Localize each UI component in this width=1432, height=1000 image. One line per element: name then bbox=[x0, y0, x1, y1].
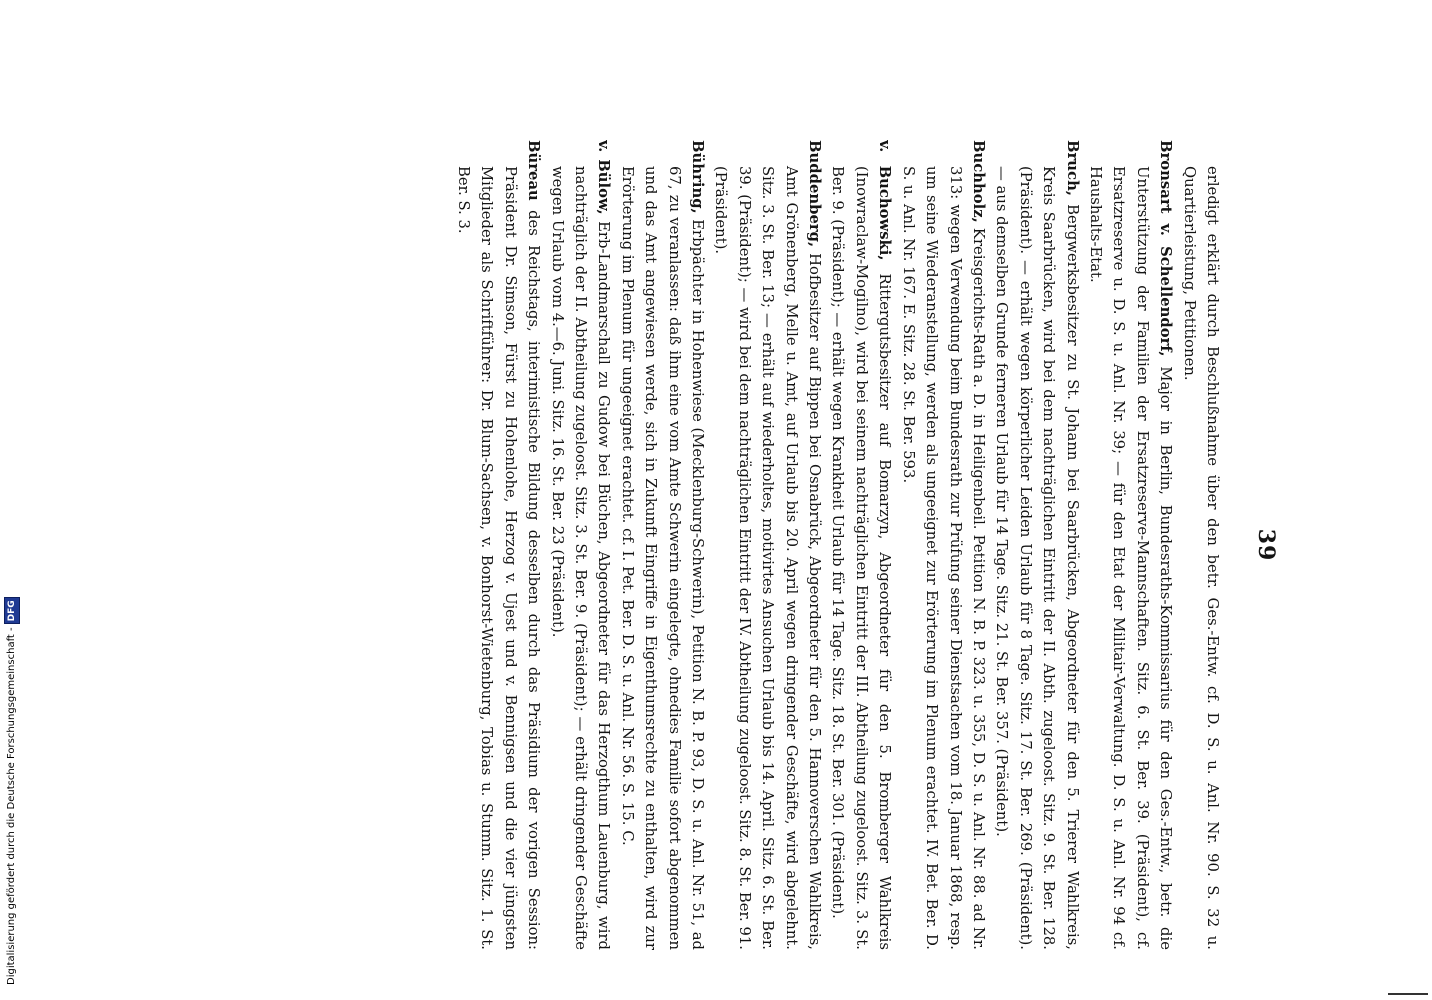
entry-text: Bergwerksbesitzer zu St. Johann bei Saarbrücken, Abgeordneter für den 5. Trierer Wahlkreis, Kreis Saarbrücken, wird bei dem nachträglichen Eintritt der II. Abth. zugeloost. Sitz. 9. St. Ber. 128. (Präsident). — erhält wegen körperlicher Leiden Urlaub für 8 Tage. Sitz. 17. St. Ber. 269. (Präsident). — aus demselben Grunde ferneren Urlaub für 14 Tage. Sitz. 21. St. Ber. 357. (Präsident). bbox=[993, 166, 1081, 950]
rotated-page bbox=[120, 140, 1280, 950]
entry-name: v. Bülow, bbox=[595, 140, 613, 215]
entry-text: Erb-Landmarschall zu Gudow bei Büchen, Abgeordneter für das Herzogthum Lauenburg, wird nachträglich der II. Abtheilung zugeloost. Sitz. 3. St. Ber. 9. (Präsident); — erhält dringender Geschäfte wegen Urlaub vom 4.—6. Juni. Sitz. 16. St. Ber. 23 (Präsident). bbox=[548, 166, 613, 950]
scan-edge-mark bbox=[1388, 993, 1428, 999]
entry-text: Hofbesitzer auf Bippen bei Osnabrück, Abgeordneter für den 5. Hannoverschen Wahlkreis, Amt Grönenberg, Melle u. Amt, auf Urlaub bis 20. April wegen dringender Geschäfte, wird abgelehnt. Sitz. 3. St. Ber. 13; — erhält auf wiederholtes, motivirtes Ansuchen Urlaub bis 14. April. Sitz. 6. St. Ber. 39. (Präsident); — wird bei dem nachträglichen Eintritt der IV. Abtheilung zugeloost. Sitz. 8. St. Ber. 91. (Präsident). bbox=[712, 166, 824, 950]
index-entry bbox=[1177, 140, 1224, 950]
entry-name: Bronsart v. Schellendorf, bbox=[1157, 140, 1175, 357]
entry-name: Buddenberg, bbox=[806, 140, 824, 248]
entry-name: Bühring, bbox=[689, 140, 707, 214]
index-entry bbox=[1084, 140, 1178, 950]
entry-text: des Reichstags, interimistische Bildung desselben durch das Präsidium der vorigen Session: Präsident Dr. Simson, Fürst zu Hohenlohe, Herzog v. Ujest und v. Bennigsen und die vier jüngsten Mitglieder als Schriftführer: Dr. Blum-Sachsen, v. Bonhorst-Wietenburg, Tobias u. Stumm. Sitz. 1. St. Ber. S. 3. bbox=[455, 166, 543, 950]
entry-text: Rittergutsbesitzer auf Bomarzyn, Abgeordneter für den 5. Bromberger Wahlkreis (Inowraclaw-Mogilno), wird bei seinem nachträglichen Eintritt der III. Abtheilung zugeloost. Sitz. 3. St. Ber. 9. (Präsident); — erhält wegen Krankheit Urlaub für 14 Tage. Sitz. 18. St. Ber. 301. (Präsident). bbox=[829, 166, 894, 950]
entry-name: v. Buchowski, bbox=[876, 140, 894, 261]
index-entry bbox=[615, 140, 709, 950]
entry-text: Major in Berlin, Bundesraths-Kommissarius für den Ges.-Entw., betr. die Unterstützung der Familien der Ersatzreserve-Mannschaften. Sitz. 6. St. Ber. 39. (Präsident), cf. Ersatzreserve u. D. S. u. Anl. Nr. 39; — für den Etat der Militair-Verwaltung. D. S. u. Anl. Nr. 94 cf. Haushalts-Etat. bbox=[1086, 166, 1175, 950]
digitization-footer bbox=[4, 600, 18, 985]
index-entry bbox=[990, 140, 1084, 950]
index-entry bbox=[826, 140, 896, 950]
entry-text: Kreisgerichts-Rath a. D. in Heiligenbeil. Petition N. B. P. 323. u. 355, D. S. u. Anl. Nr. 88. ad Nr. 313: wegen Verwendung beim Bundesrath zur Prüfung seiner Dienstsachen vom 18. Januar 1868, resp. um seine Wiederanstellung, werden als ungeeignet zur Erörterung im Plenum erachtet. IV. Bet. Ber. D. S. u. Anl. Nr. 167. E. Sitz. 28. St. Ber. 593. bbox=[899, 166, 987, 950]
entry-name: Buchholz, bbox=[969, 140, 987, 223]
entry-text: Erbpächter in Hohenwiese (Mecklenburg-Schwerin), Petition N. B. P. 93, D. S. u. Anl. Nr. 51, ad 67, zu veranlassen: daß ihm eine vom Amte Schwerin eingelegte, ohnedies Familie sofort abgenommen und das Amt angewiesen werde, sich in Zukunft Eingriffe in Eigenthumsrechte zu enthalten, wird zur Erörterung im Plenum für ungeeignet erachtet. cf. I. Pet. Ber. D. S. u. Anl. Nr. 56. S. 15. C. bbox=[618, 166, 707, 950]
index-entry bbox=[545, 140, 615, 950]
footer-text: Digitalisierung gefördert durch die Deutsche Forschungsgemeinschaft - bbox=[6, 627, 17, 985]
entry-text: erledigt erklärt durch Beschlußnahme über den betr. Ges.-Entw. cf. D. S. u. Anl. Nr. 90. S. 32 u. Quartierleistung, Petitionen. bbox=[1180, 166, 1221, 950]
entry-name: Büreau bbox=[525, 140, 543, 201]
index-entry bbox=[896, 140, 990, 950]
index-entry bbox=[452, 140, 546, 950]
dfg-logo: DFG bbox=[4, 597, 20, 624]
page-number: 39 bbox=[1253, 528, 1279, 562]
index-entry bbox=[709, 140, 826, 950]
index-entries bbox=[129, 140, 1224, 950]
entry-name: Bruch, bbox=[1063, 140, 1081, 196]
